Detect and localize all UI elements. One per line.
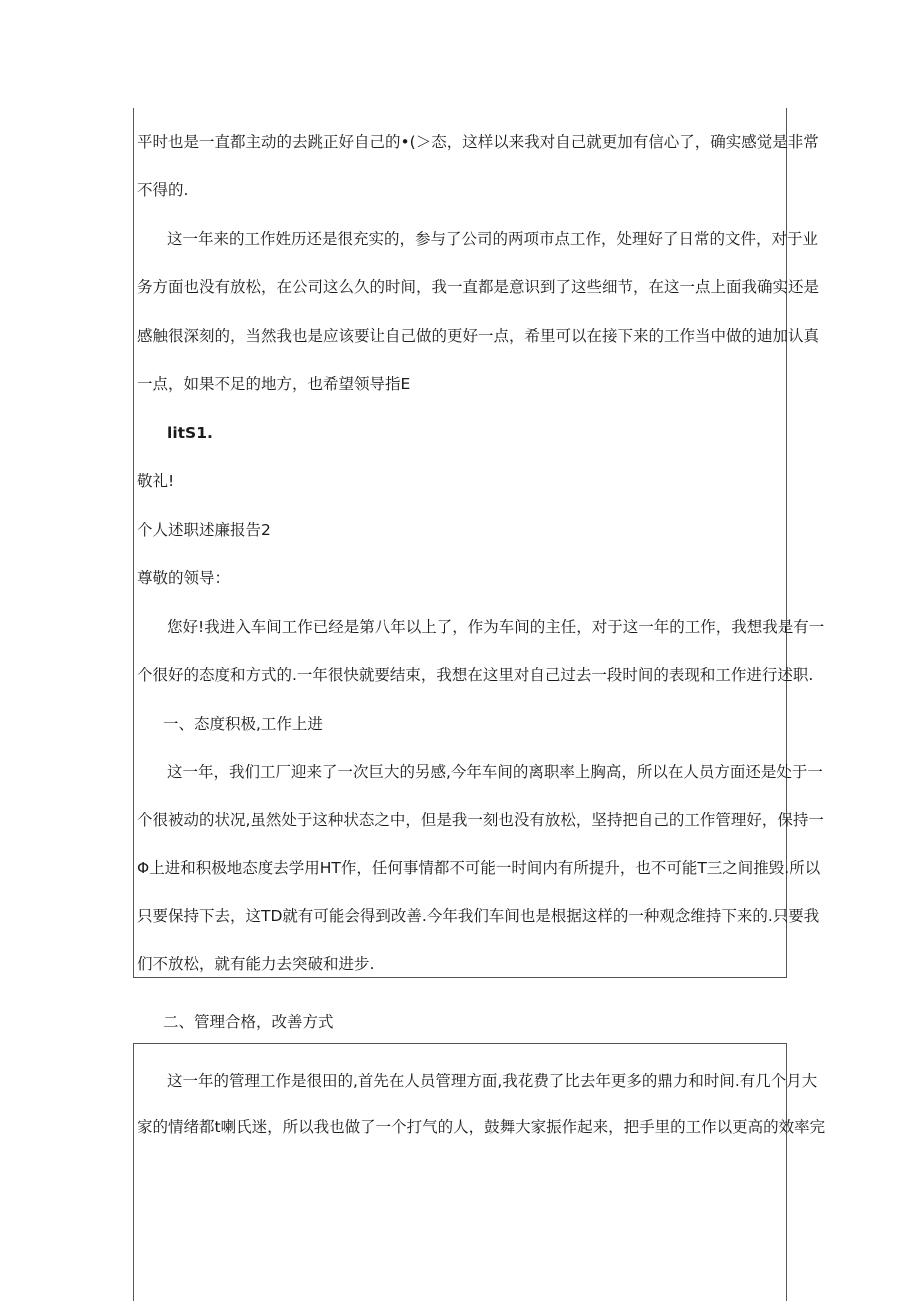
- paragraph-line: 务方面也没有放松，在公司这么久的时间，我一直都是意识到了这些细节，在这一点上面我确实还是: [137, 278, 820, 296]
- paragraph-line: Φ上进和积极地态度去学用HT作，任何事情都不可能一时间内有所提升，也不可能T三之间推毁.所以: [137, 859, 821, 877]
- paragraph-line: 这一年来的工作姓历还是很充实的，参与了公司的两项市点工作，处理好了日常的文件，对于业: [167, 230, 819, 248]
- section-heading-2: 二、管理合格，改善方式: [163, 1013, 334, 1031]
- paragraph-line: 平时也是一直都主动的去跳正好自己的•(＞态，这样以来我对自己就更加有信心了，确实感觉是非常: [137, 133, 819, 151]
- paragraph-line: 感触很深刻的，当然我也是应该要让自己做的更好一点，希里可以在接下来的工作当中做的迪加认真: [137, 327, 820, 345]
- paragraph-line: 们不放松，就有能力去突破和进步.: [137, 955, 375, 973]
- section-heading-1: 一、态度积极,工作上进: [163, 715, 323, 733]
- paragraph-line: 这一年，我们工厂迎来了一次巨大的另感,今年车间的离职率上胸高，所以在人员方面还是处于一: [167, 763, 823, 781]
- paragraph-line: 个很好的态度和方式的.一年很快就要结束，我想在这里对自己过去一段时间的表现和工作进行述职.: [137, 666, 814, 684]
- closing-salutation: 敬礼!: [137, 472, 175, 490]
- greeting: 尊敬的领导：: [137, 569, 231, 587]
- paragraph-line: 这一年的管理工作是很田的,首先在人员管理方面,我花费了比去年更多的鼎力和时间.有几个月大: [167, 1072, 818, 1090]
- paragraph-line: 一点，如果不足的地方，也希望领导指E: [137, 375, 411, 393]
- paragraph-line: 家的情绪都t喇氏迷，所以我也做了一个打气的人，鼓舞大家振作起来，把手里的工作以更高的效率完: [137, 1118, 826, 1136]
- paragraph-line: 不得的.: [137, 181, 189, 199]
- report-title: 个人述职述廉报告2: [137, 521, 271, 539]
- garbled-line: litS1.: [167, 424, 213, 442]
- paragraph-line: 您好!我进入车间工作已经是第八年以上了，作为车间的主任，对于这一年的工作，我想我是有一: [167, 618, 825, 636]
- paragraph-line: 个很被动的状况,虽然处于这种状态之中，但是我一刻也没有放松，坚持把自己的工作管理好，保持一: [137, 811, 824, 829]
- paragraph-line: 只要保持下去，这TD就有可能会得到改善.今年我们车间也是根据这样的一种观念维持下来的.只要我: [137, 907, 820, 925]
